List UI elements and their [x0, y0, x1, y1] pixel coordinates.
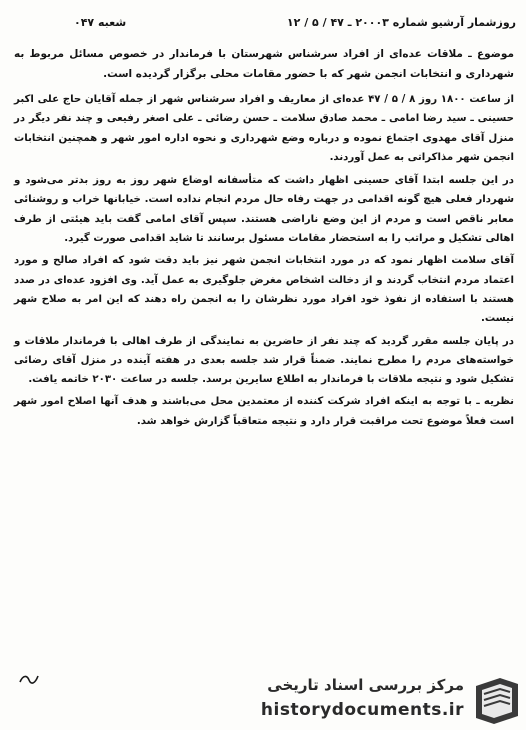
- subject-line: موضوع ـ ملاقات عده‌ای از افراد سرشناس شهرستان با فرماندار در خصوص مسائل مربوط به شهرداری و انتخابات انجمن شهر که با حضور مقامات محلی برگزار گردیده است.: [14, 48, 514, 80]
- document-header: [34, 16, 516, 36]
- paragraph: در پایان جلسه مقرر گردید که چند نفر از حاضرین به نمایندگی از طرف اهالی با فرماندار ملاقات و خواسته‌های مردم را مطرح نمایند. ضمناً قرار شد جلسه بعدی در هفته آینده در منزل آقای رضائی تشکیل شود و نتیجه ملاقات با فرماندار به اطلاع سایرین برسد. جلسه در ساعت ۲۰۳۰ خاتمه یافت.: [14, 335, 514, 386]
- document-body: [14, 90, 514, 434]
- paragraph: نظریه ـ با توجه به اینکه افراد شرکت کننده از معتمدین محل می‌باشند و هدف آنها اصلاح امور شهر است فعلاً موضوع تحت مراقبت قرار دارد و نتیجه متعاقباً گزارش خواهد شد.: [14, 396, 514, 427]
- reference-number: روزشمار آرشیو شماره ۲۰۰۰۳ ـ ۴۷ / ۵ / ۱۲: [286, 16, 516, 29]
- watermark-url: historydocuments.ir: [260, 700, 464, 720]
- paragraph: در این جلسه ابتدا آقای حسینی اظهار داشت که متأسفانه اوضاع شهر روز به روز بدتر می‌شود و شهردار فعلی هیچ گونه اقدامی در جهت رفاه حال مردم انجام نداده است. خیابانها خراب و روشنائی معابر ناقص است و مردم از این وضع ناراضی هستند. سپس آقای امامی گفت باید هیئتی از طرف اهالی تشکیل و مراتب را به استحضار مقامات مسئول برسانند تا شاید اقدامی صورت گیرد.: [14, 175, 514, 245]
- paragraph: از ساعت ۱۸۰۰ روز ۸ / ۵ / ۴۷ عده‌ای از معاریف و افراد سرشناس شهر از جمله آقایان حاج علی اکبر حسینی ـ سید رضا امامی ـ محمد صادق سلامت ـ حسن رضائی ـ علی اصغر رفیعی و چند نفر دیگر در منزل آقای مهدوی اجتماع نموده و درباره وضع شهرداری و نحوه اداره امور شهر و همچنین انتخابات انجمن شهر مذاکراتی به عمل آوردند.: [14, 94, 515, 163]
- ink-mark-icon: [18, 672, 40, 686]
- watermark: [238, 672, 524, 728]
- paragraph: آقای سلامت اظهار نمود که در مورد انتخابات انجمن شهر نیز باید دقت شود که افراد صالح و مورد اعتماد مردم انتخاب گردند و از دخالت اشخاص مغرض جلوگیری به عمل آید. وی افزود عده‌ای در صدد هستند با استفاده از نفوذ خود افراد مورد نظرشان را به انجمن راه دهند که این امر به صلاح شهر نیست.: [14, 255, 514, 325]
- archive-folder-icon: [470, 674, 524, 726]
- watermark-title: مرکز بررسی اسناد تاریخی: [267, 676, 464, 694]
- page-label: شعبه ۰۴۷: [74, 16, 127, 29]
